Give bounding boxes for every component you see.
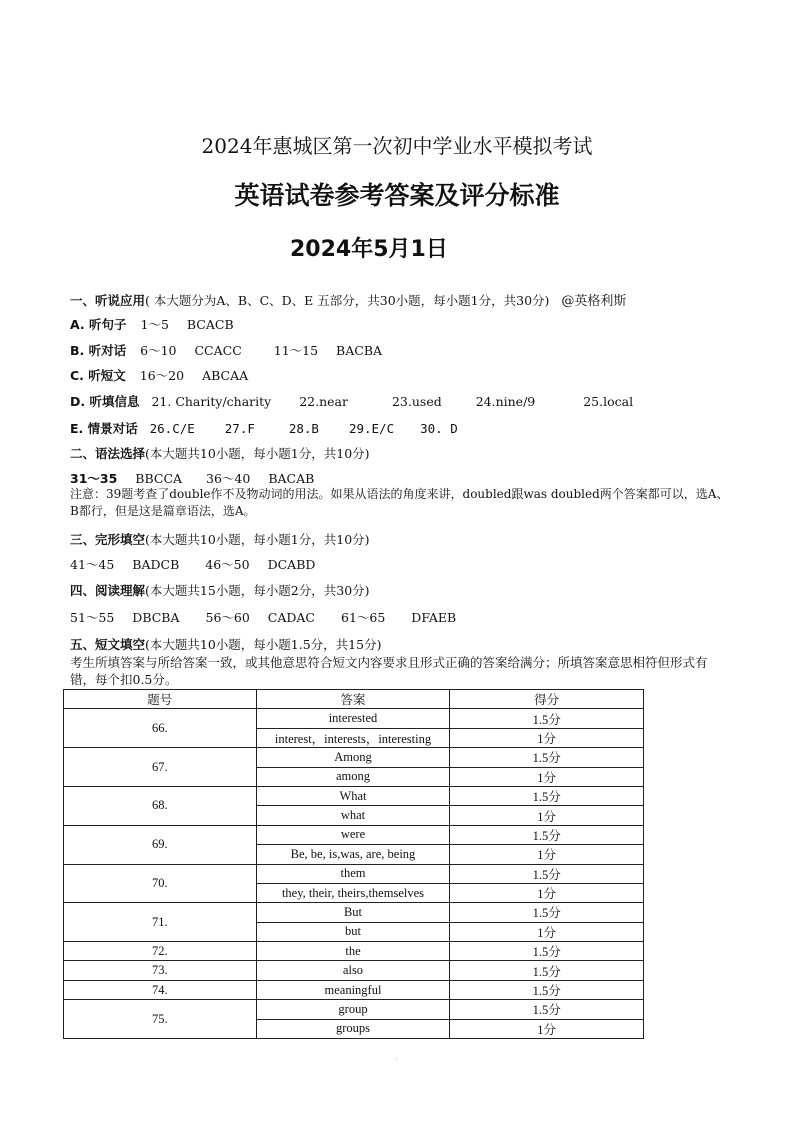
score-cell: 1.5分	[450, 942, 644, 961]
answer-cell: groups	[256, 1019, 450, 1038]
table-row	[64, 942, 644, 961]
answer-cell: but	[256, 922, 450, 941]
answers: CADAC	[267, 610, 316, 625]
answer-cell: Among	[256, 748, 450, 767]
part-b-line	[70, 341, 382, 359]
score-cell: 1.5分	[450, 825, 644, 844]
answer-cell: interest，interests，interesting	[256, 728, 450, 747]
question-number: 70.	[64, 864, 257, 903]
answers: BACBA	[336, 343, 383, 358]
dialogue-answer: 27.F	[224, 421, 255, 436]
section-1-heading	[70, 290, 626, 309]
answer-cell: interested	[256, 709, 450, 728]
score-cell: 1分	[450, 922, 644, 941]
section-desc: (本大题共15小题，每小题2分，共30分)	[145, 583, 370, 598]
answer-cell: the	[256, 942, 450, 961]
range: 36～40	[206, 471, 251, 486]
section-label: 三、完形填空	[70, 532, 146, 547]
question-number: 68.	[64, 786, 257, 825]
answer-cell: group	[256, 1000, 450, 1019]
range: 31～35	[70, 471, 118, 486]
part-label: A. 听句子	[70, 317, 127, 332]
answer-cell: were	[256, 825, 450, 844]
section-2-heading	[70, 444, 370, 462]
answers: DFAEB	[411, 610, 457, 625]
table-row	[64, 961, 644, 980]
section-5-heading	[70, 635, 381, 653]
section-desc: (本大题共10小题，每小题1分，共10分)	[145, 532, 370, 547]
table-row	[64, 903, 644, 922]
score-cell: 1.5分	[450, 748, 644, 767]
part-a-line	[70, 315, 234, 333]
answers: ABCAA	[202, 368, 249, 383]
table-row	[64, 825, 644, 844]
range: 11～15	[273, 343, 319, 358]
table-row	[64, 980, 644, 999]
section-3-heading	[70, 530, 370, 548]
score-cell: 1.5分	[450, 864, 644, 883]
table-row	[64, 1000, 644, 1019]
table-row	[64, 786, 644, 805]
answer-cell: But	[256, 903, 450, 922]
section-5-note: 考生所填答案与所给答案一致，或其他意思符合短文内容要求且形式正确的答案给满分；所填答案意思相符但形式有错，每个扣0.5分。	[70, 655, 708, 687]
section-3-answers	[70, 555, 315, 573]
section-label: 二、语法选择	[70, 446, 146, 461]
part-label: B. 听对话	[70, 343, 127, 358]
answer-cell: they, their, theirs,themselves	[256, 883, 450, 902]
section-label: 一、听说应用	[70, 293, 146, 308]
fill-answer: 24.nine/9	[475, 394, 536, 409]
table-row	[64, 864, 644, 883]
score-cell: 1分	[450, 806, 644, 825]
question-number: 67.	[64, 748, 257, 787]
answers: DBCBA	[132, 610, 180, 625]
score-cell: 1.5分	[450, 786, 644, 805]
score-cell: 1分	[450, 767, 644, 786]
answers: BBCCA	[135, 471, 183, 486]
fill-answer: 23.used	[391, 394, 442, 409]
part-e-line	[70, 419, 458, 437]
dialogue-answer: 28.B	[288, 421, 319, 436]
score-cell: 1分	[450, 845, 644, 864]
part-label: C. 听短文	[70, 368, 126, 383]
range: 41～45	[70, 557, 115, 572]
range: 56～60	[205, 610, 250, 625]
score-cell: 1.5分	[450, 961, 644, 980]
dialogue-answer: 26.C/E	[149, 421, 195, 436]
range: 6～10	[140, 343, 177, 358]
question-number: 73.	[64, 961, 257, 980]
question-number: 71.	[64, 903, 257, 942]
table-header-row	[64, 690, 644, 709]
score-cell: 1分	[450, 883, 644, 902]
document-date: 2024年5月1日	[290, 237, 448, 262]
watermark-text: @英格利斯	[561, 294, 627, 309]
dialogue-answer: 30. D	[420, 421, 458, 436]
score-cell: 1.5分	[450, 980, 644, 999]
fill-answer: 21. Charity/charity	[151, 394, 272, 409]
range: 16～20	[139, 368, 185, 383]
range: 46～50	[205, 557, 250, 572]
fill-answer: 25.local	[583, 394, 634, 409]
answer-cell: What	[256, 786, 450, 805]
section-label: 五、短文填空	[70, 637, 146, 652]
score-cell: 1.5分	[450, 1000, 644, 1019]
question-number: 66.	[64, 709, 257, 748]
exam-title: 2024年惠城区第一次初中学业水平模拟考试	[201, 134, 593, 158]
part-d-line	[70, 392, 633, 410]
dialogue-answer: 29.E/C	[348, 421, 395, 436]
section-4-answers	[70, 608, 456, 626]
section-2-answers	[70, 469, 314, 487]
score-cell: 1分	[450, 728, 644, 747]
range: 61～65	[341, 610, 386, 625]
answers: BACAB	[268, 471, 315, 486]
section-2-note: 注意：39题考查了double作不及物动词的用法。如果从语法的角度来讲，doubled跟was doubled两个答案都可以，选A、B都行，但是这是篇章语法，选A。	[70, 487, 729, 518]
score-cell: 1分	[450, 1019, 644, 1038]
range: 51～55	[70, 610, 115, 625]
answers: BCACB	[186, 317, 234, 332]
table-row	[64, 748, 644, 767]
part-label: D. 听填信息	[70, 394, 140, 409]
column-header: 题号	[64, 690, 257, 709]
fill-answer: 22.near	[299, 394, 348, 409]
column-header: 答案	[256, 690, 450, 709]
answers: BADCB	[132, 557, 180, 572]
part-c-line	[70, 366, 248, 384]
score-cell: 1.5分	[450, 709, 644, 728]
answers: CCACC	[194, 343, 242, 358]
document-title: 英语试卷参考答案及评分标准	[234, 181, 560, 210]
part-label: E. 情景对话	[70, 421, 138, 436]
section-desc: (本大题共10小题，每小题1分，共10分)	[145, 446, 370, 461]
answer-cell: them	[256, 864, 450, 883]
score-cell: 1.5分	[450, 903, 644, 922]
answers: DCABD	[267, 557, 316, 572]
question-number: 75.	[64, 1000, 257, 1039]
section-label: 四、阅读理解	[70, 583, 146, 598]
section-desc: (本大题共10小题，每小题1.5分，共15分)	[145, 637, 382, 652]
answer-cell: Be, be, is,was, are, being	[256, 845, 450, 864]
table-row	[64, 709, 644, 728]
section-4-heading	[70, 581, 370, 599]
section-desc: ( 本大题分为A、B、C、D、E 五部分，共30小题，每小题1分，共30分)	[145, 293, 550, 308]
answer-cell: what	[256, 806, 450, 825]
column-header: 得分	[450, 690, 644, 709]
question-number: 74.	[64, 980, 257, 999]
answer-cell: meaningful	[256, 980, 450, 999]
question-number: 69.	[64, 825, 257, 864]
page-mark: '	[396, 1058, 398, 1065]
answer-table	[63, 689, 644, 1039]
question-number: 72.	[64, 942, 257, 961]
answer-cell: among	[256, 767, 450, 786]
answer-cell: also	[256, 961, 450, 980]
range: 1～5	[140, 317, 169, 332]
